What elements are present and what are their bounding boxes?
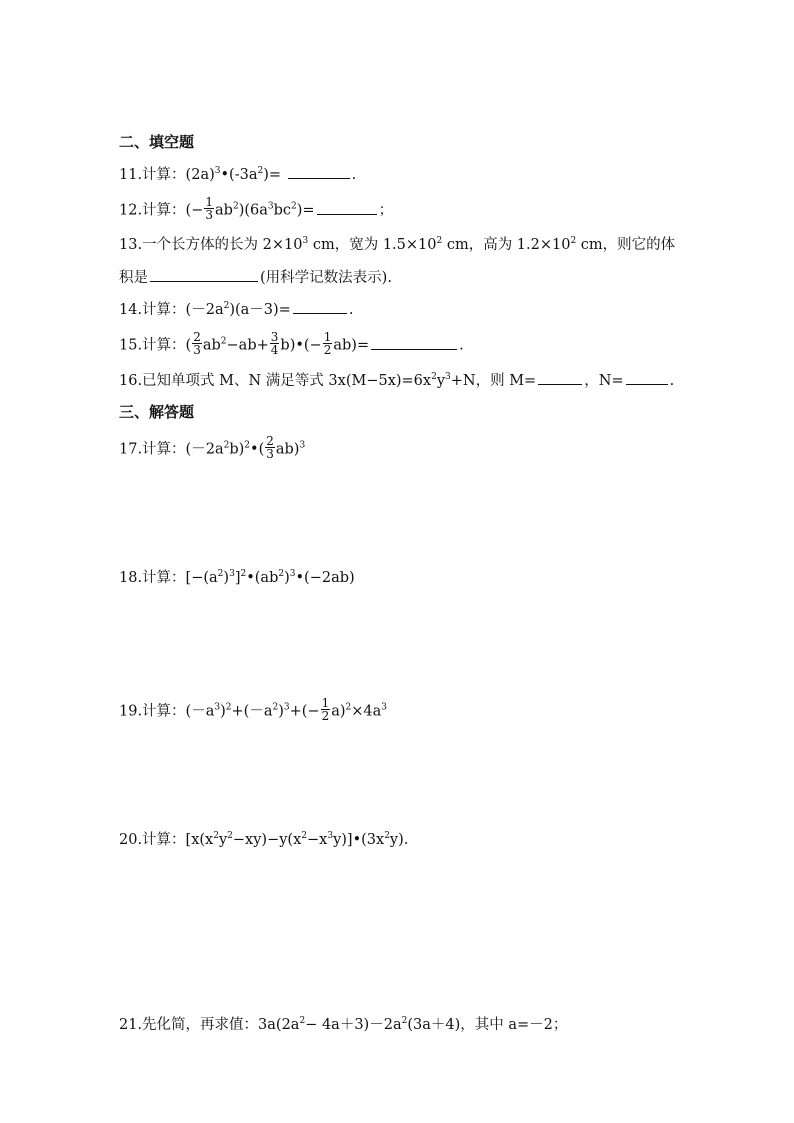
q16-text: ，N=: [584, 373, 624, 389]
answer-blank[interactable]: [371, 335, 457, 350]
q13-text: cm，宽为 1.5×10: [308, 237, 437, 253]
exponent: 2: [213, 831, 219, 842]
q14-text: 14.计算：(－2a: [119, 302, 224, 318]
q12-text: ；: [378, 202, 394, 219]
q14-text: .: [348, 302, 354, 318]
q16-text: y: [436, 373, 446, 389]
q13-text: 13.一个长方体的长为 2×10: [119, 237, 303, 253]
exponent: 2: [272, 702, 279, 713]
q12-text: ab: [215, 202, 233, 219]
answer-blank-m[interactable]: [538, 370, 582, 385]
q12-text: 12.计算：(−: [119, 202, 204, 219]
q11-text: )=: [263, 167, 286, 183]
exponent: 3: [445, 372, 451, 383]
q13-text: cm，则它的体: [576, 237, 676, 253]
exponent: 2: [220, 336, 227, 347]
q19-text: +(−: [289, 703, 320, 720]
q17-text: ab): [275, 441, 300, 458]
section-title-solve: 三、解答题: [119, 403, 195, 421]
q17-text: b): [229, 441, 245, 458]
fraction: [265, 435, 275, 460]
exponent: 2: [257, 166, 264, 177]
q13-text: cm，高为 1.2×10: [442, 237, 571, 253]
fraction-numerator: 1: [205, 195, 214, 209]
question-11: [119, 164, 356, 185]
answer-blank[interactable]: [288, 164, 350, 179]
q19-text: ): [220, 703, 226, 720]
q11-text: .: [351, 167, 357, 183]
q19-text: ×4a: [351, 703, 382, 720]
exponent: 3: [381, 702, 388, 713]
exponent: 2: [223, 440, 230, 451]
q20-text: −x: [307, 832, 328, 848]
exponent: 2: [223, 301, 230, 312]
exponent: 2: [240, 569, 247, 580]
question-21: [119, 1015, 567, 1035]
q16-text: +N，则 M=: [450, 373, 537, 389]
question-13-line-1: [119, 235, 675, 255]
exponent: 2: [384, 831, 390, 842]
question-16: [119, 370, 674, 391]
exponent: 2: [431, 372, 437, 383]
q19-text: 19.计算：(－a: [119, 703, 215, 720]
q18-text: ): [223, 570, 230, 586]
exponent: 3: [283, 702, 290, 713]
exponent: 2: [301, 831, 307, 842]
question-12: [119, 195, 394, 223]
question-15: [119, 330, 464, 358]
q19-text: ): [278, 703, 284, 720]
fraction-denominator: 4: [270, 343, 279, 357]
exponent: 2: [225, 702, 232, 713]
q20-text: −xy)−y(x: [232, 832, 302, 848]
q14-text: )(a－3)=: [229, 302, 291, 318]
answer-blank-n[interactable]: [626, 370, 668, 385]
q15-text: ab: [202, 337, 221, 354]
question-13-line-2: [119, 267, 392, 288]
exponent: 3: [289, 569, 296, 580]
q16-text: 16.已知单项式 M、N 满足等式 3x(M−5x)=6x: [119, 373, 432, 389]
answer-blank[interactable]: [150, 267, 258, 282]
q21-text: 21.先化简，再求值：3a(2a: [119, 1017, 300, 1033]
exponent: 2: [227, 831, 233, 842]
exponent: 2: [345, 702, 352, 713]
exponent: 3: [229, 569, 235, 580]
section-title-fill-blank: 二、填空题: [119, 133, 195, 151]
question-17: [119, 434, 306, 462]
q15-text: 15.计算：(: [119, 337, 192, 354]
q11-text: •(-3a: [220, 167, 258, 183]
q18-text: ]: [234, 570, 241, 586]
question-20: [119, 830, 408, 850]
fraction-numerator: 1: [321, 696, 330, 710]
exponent: 3: [267, 201, 274, 212]
fraction-denominator: 3: [193, 343, 201, 357]
exponent: 3: [302, 236, 309, 247]
q17-text: 17.计算：(－2a: [119, 441, 224, 458]
q21-text: − 4a＋3)－2a: [305, 1017, 402, 1033]
fraction-numerator: 2: [193, 330, 201, 344]
answer-blank[interactable]: [317, 200, 377, 215]
q15-text: b)•(−: [280, 337, 322, 354]
fraction-denominator: 3: [205, 208, 214, 222]
q20-text: y: [218, 832, 228, 848]
fraction: [270, 331, 280, 356]
exponent: 3: [214, 166, 221, 177]
q18-text: ): [284, 570, 290, 586]
q19-text: +(－a: [231, 703, 273, 720]
answer-blank[interactable]: [293, 299, 347, 314]
question-14: [119, 299, 353, 320]
q15-text: −ab+: [226, 337, 269, 354]
exponent: 2: [278, 569, 285, 580]
exponent: 3: [299, 440, 306, 451]
q13-text: 积是: [119, 270, 148, 286]
exponent: 2: [244, 440, 251, 451]
q16-text: .: [669, 373, 675, 389]
exponent: 2: [436, 236, 443, 247]
question-18: [119, 568, 355, 588]
fraction-denominator: 2: [323, 343, 332, 357]
q18-text: 18.计算：[−(a: [119, 570, 218, 586]
q20-text: y)]•(3x: [333, 832, 385, 848]
q19-text: a): [331, 703, 346, 720]
fraction: [321, 697, 331, 722]
fraction-denominator: 3: [266, 447, 274, 461]
question-19: [119, 696, 388, 724]
q18-text: •(−2ab): [295, 570, 355, 586]
q11-text: 11.计算：(2a): [119, 167, 215, 183]
exponent: 2: [232, 201, 239, 212]
fraction-numerator: 2: [266, 434, 274, 448]
q12-text: )(6a: [238, 202, 268, 219]
q12-text: bc: [273, 202, 292, 219]
fraction: [323, 331, 333, 356]
exponent: 2: [299, 1016, 306, 1027]
fraction-numerator: 3: [270, 330, 279, 344]
q20-text: 20.计算：[x(x: [119, 832, 214, 848]
exponent: 2: [570, 236, 577, 247]
q20-text: y).: [389, 832, 409, 848]
q15-text: ab)=: [333, 337, 370, 354]
exponent: 3: [214, 702, 221, 713]
exponent: 2: [291, 201, 297, 212]
q21-text: (3a＋4)，其中 a=－2；: [407, 1017, 568, 1033]
exponent: 2: [401, 1016, 408, 1027]
fraction-denominator: 2: [321, 709, 330, 723]
q15-text: .: [459, 337, 464, 354]
q13-text: (用科学记数法表示).: [260, 270, 392, 286]
fraction-numerator: 1: [323, 330, 332, 344]
q18-text: •(ab: [246, 570, 279, 586]
fraction: [204, 196, 214, 221]
q17-text: •(: [250, 441, 265, 458]
fraction: [192, 331, 202, 356]
q12-text: )=: [296, 202, 315, 219]
exponent: 3: [327, 831, 334, 842]
exponent: 2: [217, 569, 224, 580]
